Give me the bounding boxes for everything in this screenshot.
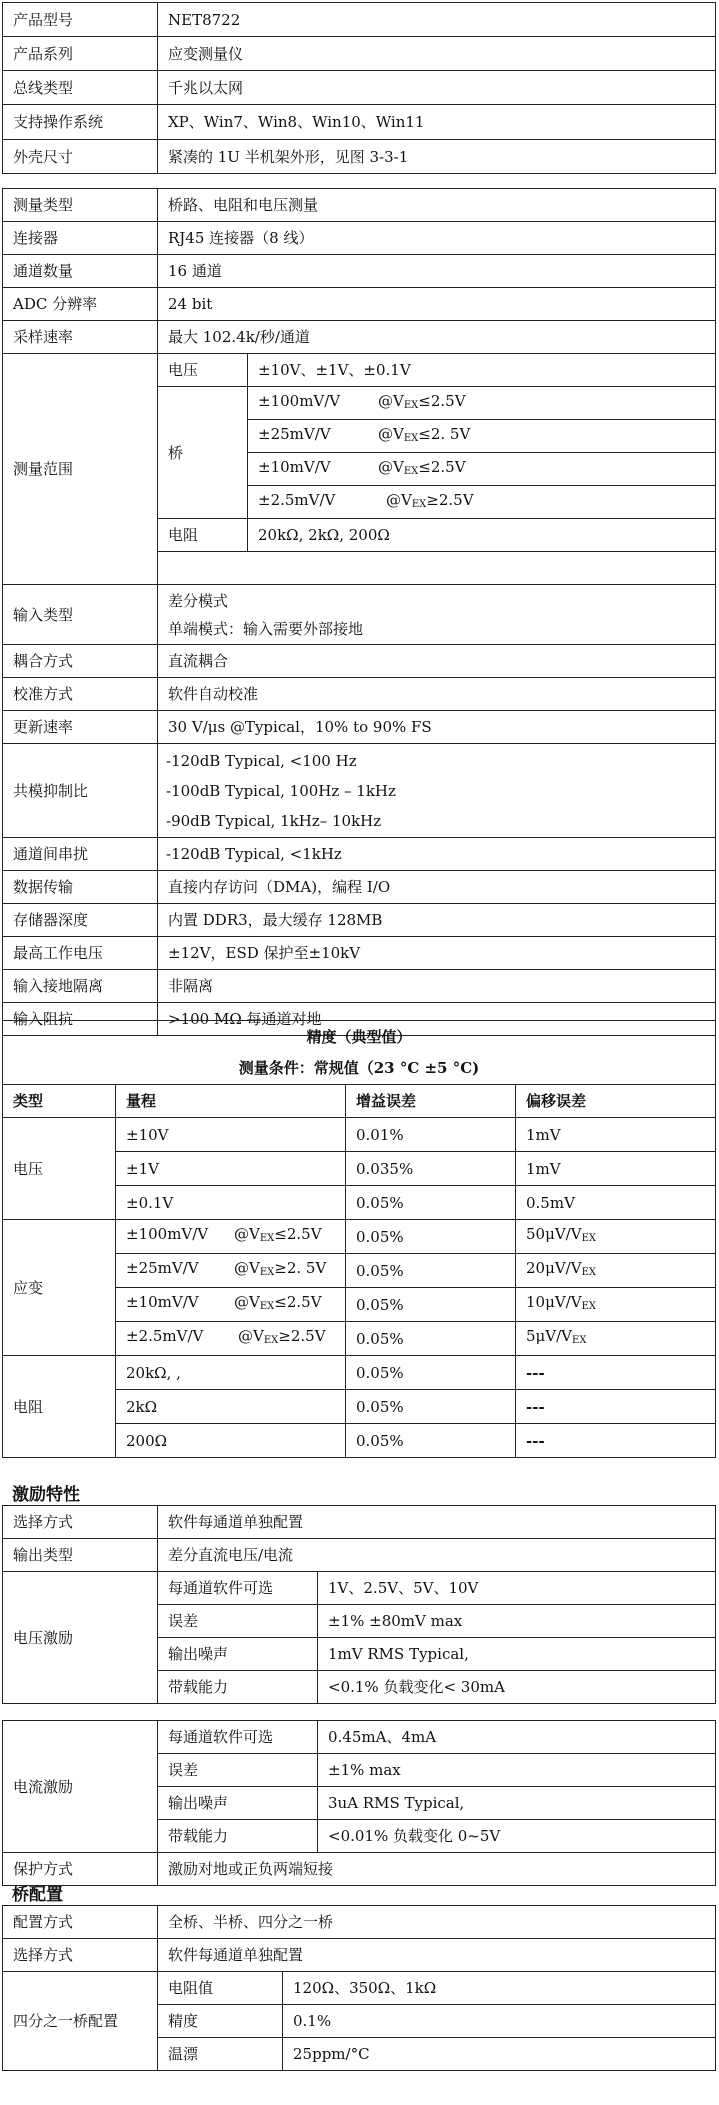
vex-sub: EX — [259, 1267, 275, 1278]
table-row — [3, 678, 716, 711]
range-voltage-label: 电压 — [158, 354, 248, 387]
sub-value-cell: <0.01% 负载变化 0~5V — [318, 1820, 716, 1853]
range-text: ±10mV/V — [126, 1293, 199, 1311]
gain-cell: 0.05% — [346, 1186, 516, 1220]
range-resist-label: 电阻 — [158, 519, 248, 552]
table-row — [3, 1220, 716, 1254]
table-row — [3, 37, 716, 71]
table-row — [3, 288, 716, 321]
current-excitation-label: 电流激励 — [3, 1721, 158, 1853]
vex-prefix: @V — [234, 1225, 260, 1243]
range-text: ±25mV/V — [258, 424, 331, 443]
offset-text: 10μV/V — [526, 1293, 582, 1311]
label-cell: 测量类型 — [3, 189, 158, 222]
sub-value-cell: 25ppm/°C — [283, 2038, 716, 2071]
table-row — [3, 255, 716, 288]
range-text: ±100mV/V — [126, 1225, 209, 1243]
cmrr-line: -90dB Typical, 1kHz– 10kHz — [166, 811, 382, 830]
spec-body — [3, 189, 716, 1036]
table-row — [3, 1972, 716, 2005]
label-cell: 存储器深度 — [3, 904, 158, 937]
vex-prefix: @V — [238, 1327, 264, 1345]
label-cell: ADC 分辨率 — [3, 288, 158, 321]
offset-cell: 0.5mV — [516, 1186, 716, 1220]
label-cell: 共模抑制比 — [3, 744, 158, 838]
label-cell: 更新速率 — [3, 711, 158, 744]
range-cell: 200Ω — [116, 1424, 346, 1458]
gain-cell: 0.035% — [346, 1152, 516, 1186]
range-bridge-value — [248, 387, 716, 420]
range-cell: 2kΩ — [116, 1390, 346, 1424]
sub-value-cell: ±1% max — [318, 1754, 716, 1787]
label-cell: 耦合方式 — [3, 645, 158, 678]
accuracy-header-row — [3, 1085, 716, 1118]
vex-sub: EX — [581, 1301, 596, 1312]
sub-label-cell: 每通道软件可选 — [158, 1572, 318, 1605]
sub-label-cell: 每通道软件可选 — [158, 1721, 318, 1754]
table-row — [3, 1053, 716, 1085]
range-cell — [116, 1254, 346, 1288]
accuracy-title: 精度（典型值） — [3, 1021, 716, 1053]
offset-cell — [516, 1288, 716, 1322]
sub-label-cell: 电阻值 — [158, 1972, 283, 2005]
sub-value-cell: 0.45mA、4mA — [318, 1721, 716, 1754]
value-cell: 紧凑的 1U 半机架外形，见图 3-3-1 — [158, 140, 716, 174]
gain-cell: 0.05% — [346, 1288, 516, 1322]
range-resist-value: 20kΩ, 2kΩ, 200Ω — [248, 519, 716, 552]
header-offset-error: 偏移误差 — [516, 1085, 716, 1118]
table-row — [3, 1939, 716, 1972]
label-cell: 产品系列 — [3, 37, 158, 71]
range-cell: 20kΩ, , — [116, 1356, 346, 1390]
value-cell: RJ45 连接器（8 线） — [158, 222, 716, 255]
vex-sub: EX — [259, 1301, 275, 1312]
value-cell: 软件自动校准 — [158, 678, 716, 711]
sub-value-cell: ±1% ±80mV max — [318, 1605, 716, 1638]
bridge-config-body — [3, 1906, 716, 2071]
table-row — [3, 904, 716, 937]
vex-sub: EX — [581, 1267, 596, 1278]
range-text: ±10mV/V — [258, 457, 331, 476]
label-cell: 输出类型 — [3, 1539, 158, 1572]
sub-label-cell: 误差 — [158, 1605, 318, 1638]
gain-cell: 0.05% — [346, 1322, 516, 1356]
label-cell: 外壳尺寸 — [3, 140, 158, 174]
range-voltage-value: ±10V、±1V、±0.1V — [248, 354, 716, 387]
header-range: 量程 — [116, 1085, 346, 1118]
vex-sub: EX — [403, 465, 419, 477]
sub-value-cell: 120Ω、350Ω、1kΩ — [283, 1972, 716, 2005]
input-mode-line: 单端模式：输入需要外部接地 — [168, 619, 364, 638]
value-cell: 内置 DDR3，最大缓存 128MB — [158, 904, 716, 937]
vex-prefix: @V — [234, 1259, 260, 1277]
table-row — [3, 1506, 716, 1539]
sub-value-cell: 1V、2.5V、5V、10V — [318, 1572, 716, 1605]
offset-cell: --- — [516, 1390, 716, 1424]
range-bridge-label: 桥 — [158, 387, 248, 519]
spec-table — [2, 188, 716, 1036]
label-cell: 最高工作电压 — [3, 937, 158, 970]
voltage-excitation-label: 电压激励 — [3, 1572, 158, 1704]
label-cell: 校准方式 — [3, 678, 158, 711]
accuracy-table — [2, 1020, 716, 1458]
table-row — [3, 1356, 716, 1390]
bridge-config-title: 桥配置 — [12, 1885, 63, 1905]
value-cell: 软件每通道单独配置 — [158, 1939, 716, 1972]
value-cell: 24 bit — [158, 288, 716, 321]
range-bridge-value — [248, 486, 716, 519]
table-row — [3, 585, 716, 645]
value-cell: 直流耦合 — [158, 645, 716, 678]
vex-condition: ≥2.5V — [426, 490, 474, 509]
label-cell: 支持操作系统 — [3, 105, 158, 140]
offset-cell: --- — [516, 1424, 716, 1458]
value-cell: >100 MΩ 每通道对地 — [158, 1003, 716, 1036]
table-row — [3, 321, 716, 354]
sub-label-cell: 精度 — [158, 2005, 283, 2038]
vex-prefix: @V — [234, 1293, 260, 1311]
value-cell: 16 通道 — [158, 255, 716, 288]
vex-condition: ≥2. 5V — [274, 1259, 327, 1277]
value-cell: ±12V，ESD 保护至±10kV — [158, 937, 716, 970]
table-row — [3, 105, 716, 140]
vex-sub: EX — [403, 432, 419, 444]
gain-cell: 0.05% — [346, 1254, 516, 1288]
value-cell — [158, 585, 716, 645]
label-cell: 通道间串扰 — [3, 838, 158, 871]
table-row — [3, 744, 716, 838]
vex-sub: EX — [572, 1335, 587, 1346]
vex-sub: EX — [263, 1335, 279, 1346]
range-cell — [116, 1288, 346, 1322]
range-text: ±25mV/V — [126, 1259, 199, 1277]
table-row — [3, 1118, 716, 1152]
label-cell: 输入类型 — [3, 585, 158, 645]
vex-condition: ≤2. 5V — [418, 424, 471, 443]
value-cell: 差分直流电压/电流 — [158, 1539, 716, 1572]
range-text: ±2.5mV/V — [126, 1327, 204, 1345]
vex-sub: EX — [411, 498, 427, 510]
offset-cell: --- — [516, 1356, 716, 1390]
gain-cell: 0.01% — [346, 1118, 516, 1152]
table-row — [3, 1539, 716, 1572]
vex-prefix: @V — [386, 490, 412, 509]
excitation-body — [3, 1506, 716, 1886]
range-text: ±2.5mV/V — [258, 490, 336, 509]
value-cell: 最大 102.4k/秒/通道 — [158, 321, 716, 354]
gain-cell: 0.05% — [346, 1356, 516, 1390]
spacer-cell — [3, 1704, 716, 1721]
value-cell: XP、Win7、Win8、Win10、Win11 — [158, 105, 716, 140]
table-row — [3, 189, 716, 222]
table-row — [3, 1906, 716, 1939]
vex-condition: ≤2.5V — [418, 391, 466, 410]
label-cell: 选择方式 — [3, 1939, 158, 1972]
range-cell — [116, 1322, 346, 1356]
range-label-cell: 测量范围 — [3, 354, 158, 585]
table-row — [3, 1021, 716, 1053]
range-text: ±100mV/V — [258, 391, 341, 410]
offset-cell: 1mV — [516, 1118, 716, 1152]
label-cell: 选择方式 — [3, 1506, 158, 1539]
range-cell: ±10V — [116, 1118, 346, 1152]
value-cell: 应变测量仪 — [158, 37, 716, 71]
sub-value-cell: 3uA RMS Typical, — [318, 1787, 716, 1820]
header-gain-error: 增益误差 — [346, 1085, 516, 1118]
table-row — [3, 354, 716, 387]
excitation-table — [2, 1505, 716, 1886]
gain-cell: 0.05% — [346, 1390, 516, 1424]
table-row — [3, 3, 716, 37]
spacer-cell — [158, 552, 716, 585]
vex-prefix: @V — [378, 391, 404, 410]
sub-value-cell: 1mV RMS Typical, — [318, 1638, 716, 1671]
value-cell: 全桥、半桥、四分之一桥 — [158, 1906, 716, 1939]
sub-value-cell: <0.1% 负载变化< 30mA — [318, 1671, 716, 1704]
vex-condition: ≤2.5V — [418, 457, 466, 476]
offset-text: 50μV/V — [526, 1225, 582, 1243]
label-cell: 数据传输 — [3, 871, 158, 904]
table-row — [3, 1721, 716, 1754]
label-cell: 输入接地隔离 — [3, 970, 158, 1003]
sub-label-cell: 带载能力 — [158, 1820, 318, 1853]
type-cell: 电压 — [3, 1118, 116, 1220]
table-row — [3, 645, 716, 678]
quarter-bridge-label: 四分之一桥配置 — [3, 1972, 158, 2071]
range-bridge-value — [248, 420, 716, 453]
range-cell: ±0.1V — [116, 1186, 346, 1220]
vex-prefix: @V — [378, 457, 404, 476]
label-cell: 通道数量 — [3, 255, 158, 288]
value-cell: 非隔离 — [158, 970, 716, 1003]
label-cell: 连接器 — [3, 222, 158, 255]
table-row — [3, 1853, 716, 1886]
vex-prefix: @V — [378, 424, 404, 443]
vex-condition: ≥2.5V — [278, 1327, 326, 1345]
value-cell: NET8722 — [158, 3, 716, 37]
label-cell: 产品型号 — [3, 3, 158, 37]
table-row — [3, 871, 716, 904]
table-row — [3, 970, 716, 1003]
label-cell: 配置方式 — [3, 1906, 158, 1939]
excitation-title: 激励特性 — [12, 1485, 80, 1505]
table-row — [3, 222, 716, 255]
offset-cell — [516, 1220, 716, 1254]
accuracy-body — [3, 1021, 716, 1458]
sub-label-cell: 输出噪声 — [158, 1787, 318, 1820]
value-cell — [158, 744, 716, 838]
accuracy-condition: 测量条件：常规值（23 °C ±5 °C) — [3, 1053, 716, 1085]
value-cell: -120dB Typical, <1kHz — [158, 838, 716, 871]
sub-label-cell: 误差 — [158, 1754, 318, 1787]
table-row — [3, 838, 716, 871]
label-cell: 总线类型 — [3, 71, 158, 105]
offset-text: 5μV/V — [526, 1327, 573, 1345]
type-cell: 电阻 — [3, 1356, 116, 1458]
value-cell: 桥路、电阻和电压测量 — [158, 189, 716, 222]
value-cell: 激励对地或正负两端短接 — [158, 1853, 716, 1886]
value-cell: 千兆以太网 — [158, 71, 716, 105]
gain-cell: 0.05% — [346, 1220, 516, 1254]
bridge-config-table — [2, 1905, 716, 2071]
table-row — [3, 1704, 716, 1721]
sub-value-cell: 0.1% — [283, 2005, 716, 2038]
vex-sub: EX — [259, 1233, 275, 1244]
label-cell: 采样速率 — [3, 321, 158, 354]
table-row — [3, 937, 716, 970]
range-cell: ±1V — [116, 1152, 346, 1186]
table-row — [3, 1572, 716, 1605]
offset-cell — [516, 1254, 716, 1288]
label-cell: 输入阻抗 — [3, 1003, 158, 1036]
value-cell: 30 V/μs @Typical，10% to 90% FS — [158, 711, 716, 744]
value-cell: 软件每通道单独配置 — [158, 1506, 716, 1539]
table-row — [3, 71, 716, 105]
value-cell: 直接内存访问（DMA)，编程 I/O — [158, 871, 716, 904]
offset-cell — [516, 1322, 716, 1356]
basic-info-body — [3, 3, 716, 174]
range-bridge-value — [248, 453, 716, 486]
label-cell: 保护方式 — [3, 1853, 158, 1886]
range-cell — [116, 1220, 346, 1254]
input-mode-line: 差分模式 — [168, 591, 229, 610]
vex-sub: EX — [581, 1233, 596, 1244]
sub-label-cell: 温漂 — [158, 2038, 283, 2071]
vex-condition: ≤2.5V — [274, 1225, 322, 1243]
table-row — [3, 140, 716, 174]
vex-condition: ≤2.5V — [274, 1293, 322, 1311]
basic-info-table — [2, 2, 716, 174]
gain-cell: 0.05% — [346, 1424, 516, 1458]
cmrr-line: -100dB Typical, 100Hz – 1kHz — [166, 781, 396, 800]
sub-label-cell: 带载能力 — [158, 1671, 318, 1704]
offset-text: 20μV/V — [526, 1259, 582, 1277]
type-cell: 应变 — [3, 1220, 116, 1356]
table-row — [3, 711, 716, 744]
sub-label-cell: 输出噪声 — [158, 1638, 318, 1671]
header-type: 类型 — [3, 1085, 116, 1118]
vex-sub: EX — [403, 399, 419, 411]
cmrr-line: -120dB Typical, <100 Hz — [166, 751, 357, 770]
offset-cell: 1mV — [516, 1152, 716, 1186]
